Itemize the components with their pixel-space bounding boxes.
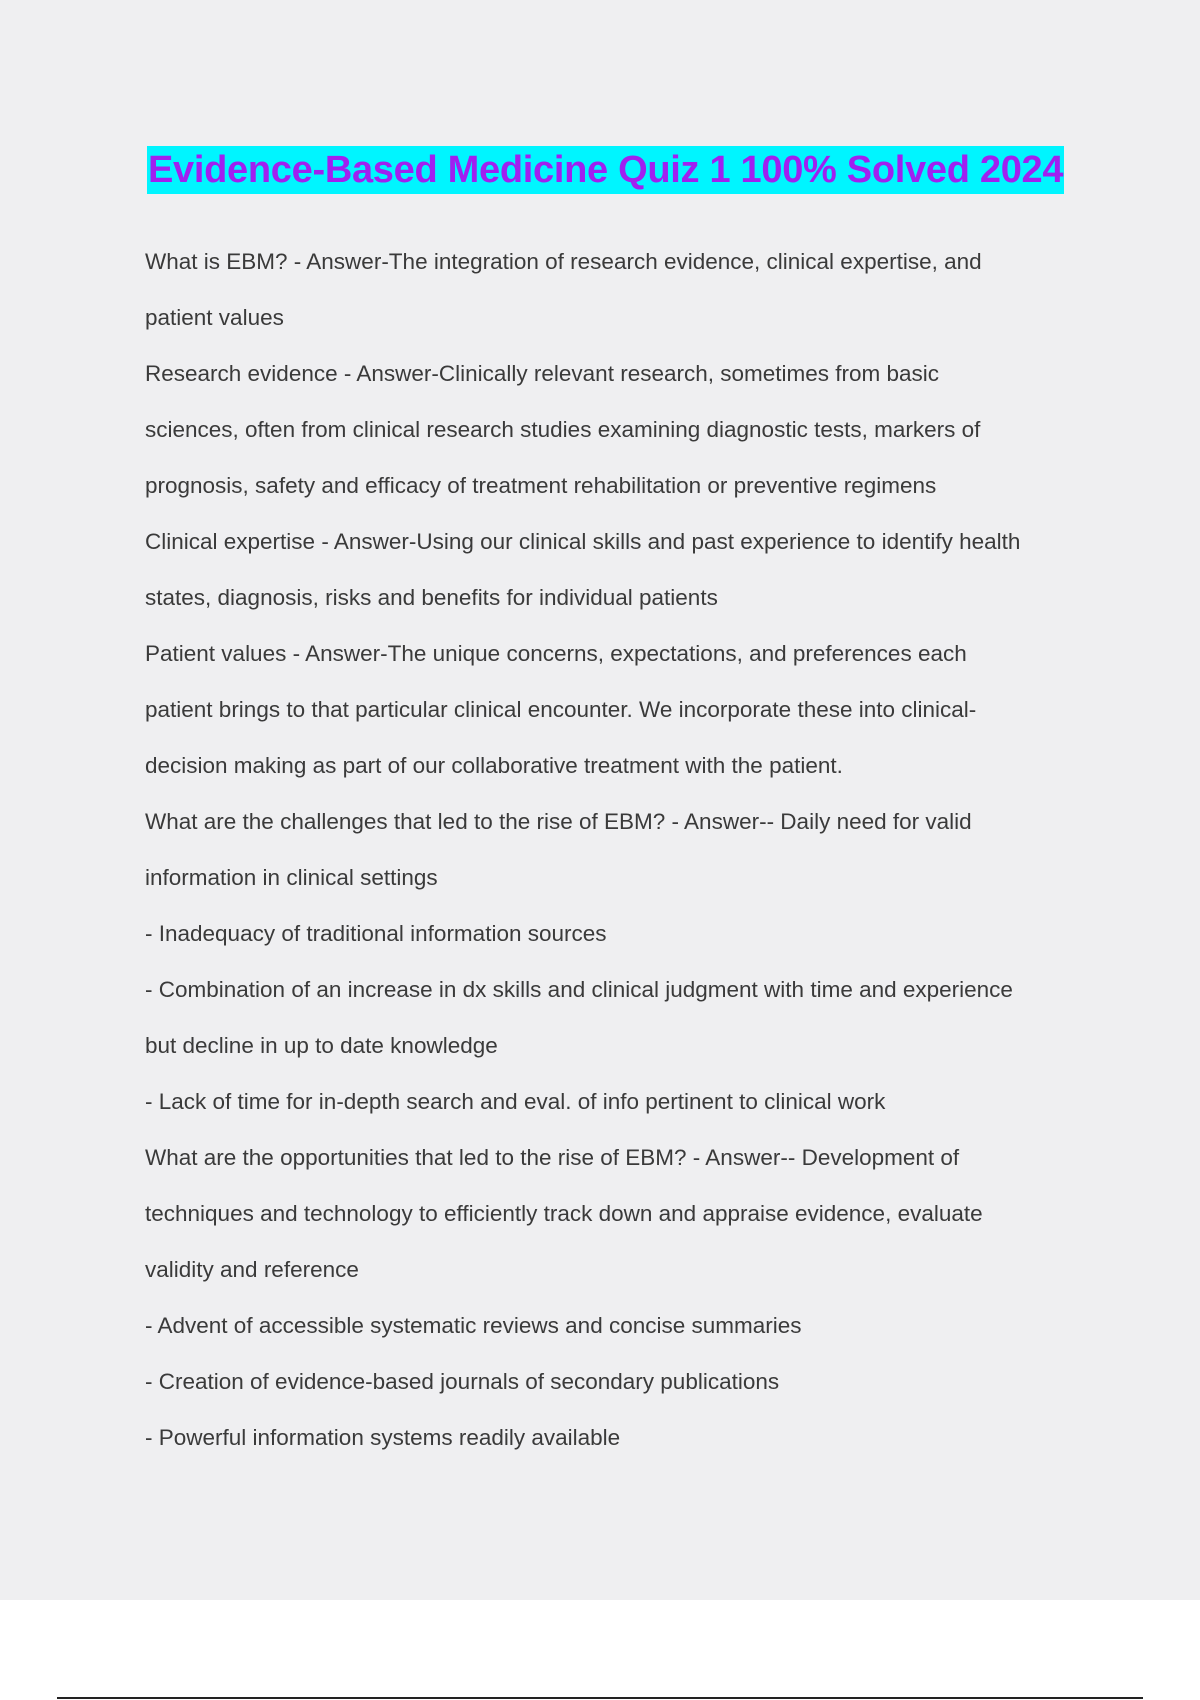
page-bottom-rule <box>57 1697 1143 1699</box>
text-line: but decline in up to date knowledge <box>145 1033 498 1058</box>
title-container <box>147 146 1064 194</box>
text-line: What is EBM? - Answer-The integration of research evidence, clinical expertise, and <box>145 249 982 274</box>
text-line: states, diagnosis, risks and benefits for individual patients <box>145 585 718 610</box>
text-line: - Creation of evidence-based journals of secondary publications <box>145 1369 780 1394</box>
text-line: - Powerful information systems readily available <box>145 1425 621 1450</box>
text-line: - Inadequacy of traditional information sources <box>145 921 607 946</box>
text-line: patient brings to that particular clinical encounter. We incorporate these into clinical- <box>145 697 977 722</box>
text-line: Research evidence - Answer-Clinically relevant research, sometimes from basic <box>145 361 940 386</box>
text-line: - Advent of accessible systematic reviews and concise summaries <box>145 1313 802 1338</box>
text-line: decision making as part of our collaborative treatment with the patient. <box>145 753 843 778</box>
text-line: validity and reference <box>145 1257 359 1282</box>
document-title: Evidence-Based Medicine Quiz 1 100% Solved 2024 <box>147 146 1064 194</box>
text-line: patient values <box>145 305 284 330</box>
text-line: - Lack of time for in-depth search and eval. of info pertinent to clinical work <box>145 1089 886 1114</box>
text-line: information in clinical settings <box>145 865 438 890</box>
text-line: Clinical expertise - Answer-Using our clinical skills and past experience to identify health <box>145 529 1021 554</box>
document-body <box>145 234 1095 1466</box>
text-line: What are the opportunities that led to the rise of EBM? - Answer-- Development of <box>145 1145 960 1170</box>
text-line: What are the challenges that led to the rise of EBM? - Answer-- Daily need for valid <box>145 809 972 834</box>
text-line: Patient values - Answer-The unique concerns, expectations, and preferences each <box>145 641 967 666</box>
text-line: prognosis, safety and efficacy of treatment rehabilitation or preventive regimens <box>145 473 937 498</box>
text-line: sciences, often from clinical research studies examining diagnostic tests, markers of <box>145 417 981 442</box>
text-line: - Combination of an increase in dx skills and clinical judgment with time and experience <box>145 977 1013 1002</box>
text-line: techniques and technology to efficiently track down and appraise evidence, evaluate <box>145 1201 983 1226</box>
